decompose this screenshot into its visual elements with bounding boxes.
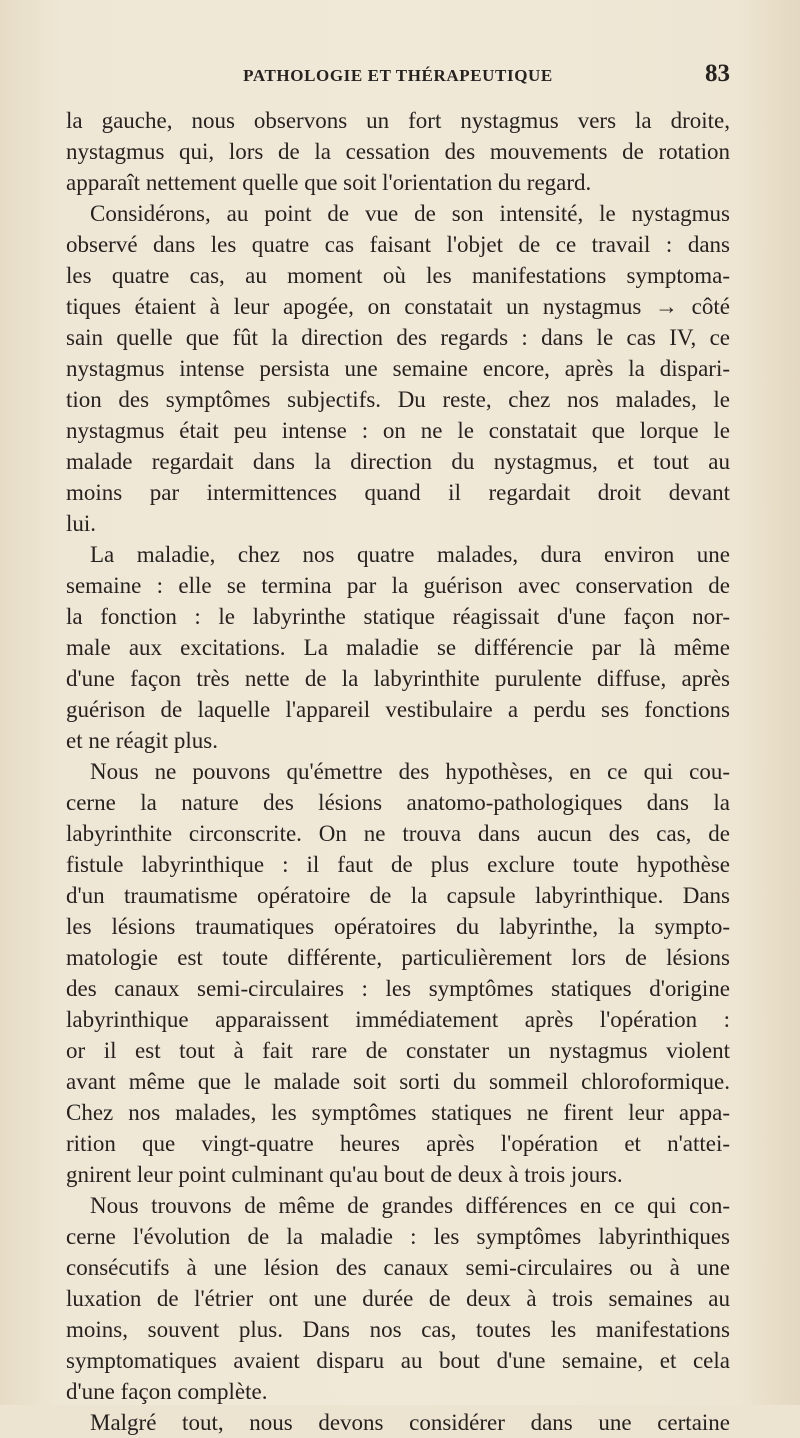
text-line: d'une façon très nette de la labyrinthite purulente diffuse, après: [66, 666, 730, 691]
text-line: labyrinthique apparaissent immédiatement après l'opération :: [66, 1007, 730, 1032]
text-line: tion des symptômes subjectifs. Du reste, chez nos malades, le: [66, 387, 730, 412]
text-line: nystagmus était peu intense : on ne le constatait que lorque le: [66, 418, 730, 443]
text-line: cerne la nature des lésions anatomo-pathologiques dans la: [66, 790, 730, 815]
text-line: Considérons, au point de vue de son intensité, le nystagmus: [90, 201, 730, 226]
running-title: PATHOLOGIE ET THÉRAPEUTIQUE: [243, 66, 553, 85]
text-line: tiques étaient à leur apogée, on constatait un nystagmus → côté: [66, 294, 730, 319]
body-text: [66, 105, 730, 1438]
text-line: lui.: [66, 511, 97, 536]
text-line: et ne réagit plus.: [66, 728, 219, 753]
text-line: sain quelle que fût la direction des regards : dans le cas IV, ce: [66, 325, 730, 350]
text-line: les lésions traumatiques opératoires du labyrinthe, la sympto-: [66, 914, 730, 939]
text-line: moins par intermittences quand il regardait droit devant: [66, 480, 730, 505]
text-line: cerne l'évolution de la maladie : les symptômes labyrinthiques: [66, 1224, 730, 1249]
text-line: Nous trouvons de même de grandes différences en ce qui con-: [90, 1193, 730, 1218]
text-line: d'une façon complète.: [66, 1379, 268, 1404]
text-line: Chez nos malades, les symptômes statiques ne firent leur appa-: [66, 1100, 730, 1125]
page-header: [66, 60, 730, 94]
text-line: la fonction : le labyrinthe statique réagissait d'une façon nor-: [66, 604, 730, 629]
text-line: labyrinthite circonscrite. On ne trouva dans aucun des cas, de: [66, 821, 730, 846]
text-line: moins, souvent plus. Dans nos cas, toutes les manifestations: [66, 1317, 730, 1342]
text-line: matologie est toute différente, particulièrement lors de lésions: [66, 945, 730, 970]
text-line: observé dans les quatre cas faisant l'objet de ce travail : dans: [66, 232, 730, 257]
text-line: guérison de laquelle l'appareil vestibulaire a perdu ses fonctions: [66, 697, 730, 722]
text-line: male aux excitations. La maladie se différencie par là même: [66, 635, 730, 660]
text-line: rition que vingt-quatre heures après l'opération et n'attei-: [66, 1131, 730, 1156]
text-line: la gauche, nous observons un fort nystagmus vers la droite,: [66, 108, 730, 133]
text-line: semaine : elle se termina par la guérison avec conservation de: [66, 573, 730, 598]
text-line: avant même que le malade soit sorti du sommeil chloroformique.: [66, 1069, 730, 1094]
text-line: fistule labyrinthique : il faut de plus exclure toute hypothèse: [66, 852, 730, 877]
text-line: Nous ne pouvons qu'émettre des hypothèses, en ce qui cou-: [90, 759, 730, 784]
text-line: nystagmus qui, lors de la cessation des mouvements de rotation: [66, 139, 730, 164]
text-line: des canaux semi-circulaires : les symptômes statiques d'origine: [66, 976, 730, 1001]
text-line: nystagmus intense persista une semaine encore, après la dispari-: [66, 356, 730, 381]
text-line: consécutifs à une lésion des canaux semi-circulaires ou à une: [66, 1255, 730, 1280]
text-line: Malgré tout, nous devons considérer dans une certaine: [90, 1410, 730, 1435]
text-line: d'un traumatisme opératoire de la capsule labyrinthique. Dans: [66, 883, 730, 908]
text-line: gnirent leur point culminant qu'au bout de deux à trois jours.: [66, 1162, 623, 1187]
text-line: or il est tout à fait rare de constater un nystagmus violent: [66, 1038, 730, 1063]
text-line: La maladie, chez nos quatre malades, dura environ une: [90, 542, 730, 567]
page-number: 83: [705, 60, 730, 87]
text-line: malade regardait dans la direction du nystagmus, et tout au: [66, 449, 730, 474]
text-line: luxation de l'étrier ont une durée de deux à trois semaines au: [66, 1286, 730, 1311]
text-line: apparaît nettement quelle que soit l'orientation du regard.: [66, 170, 592, 195]
text-line: symptomatiques avaient disparu au bout d'une semaine, et cela: [66, 1348, 730, 1373]
text-line: les quatre cas, au moment où les manifestations symptoma-: [66, 263, 730, 288]
